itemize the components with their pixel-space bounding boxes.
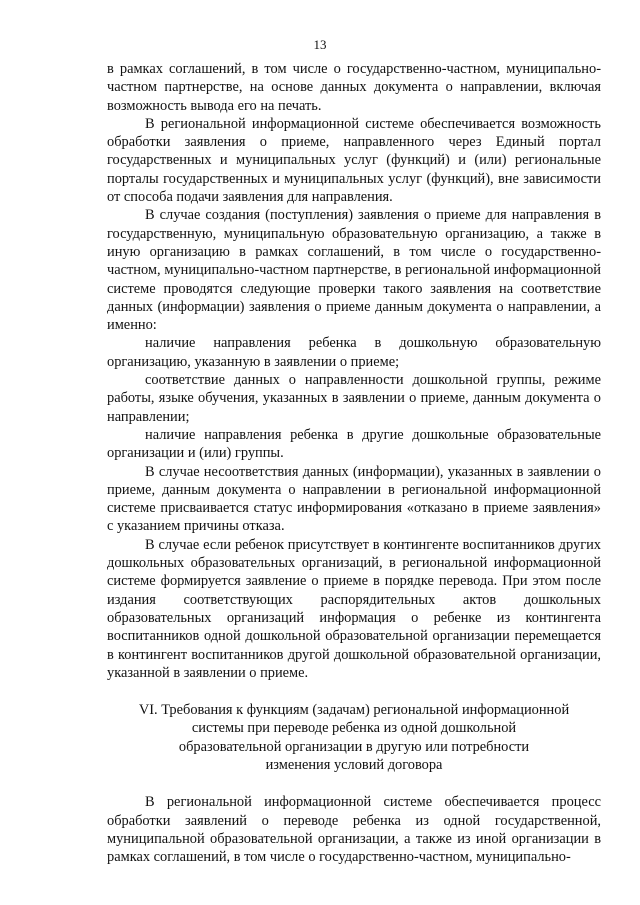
- paragraph-checks-intro: В случае создания (поступления) заявления о приеме для направления в государственную, муниципальную образовательную организацию, а также в иную организацию в рамках соглашений, в том числе о государственно-частном, муниципально-частном партнерстве, в региональной информационной системе проводятся следующие проверки такого заявления на соответствие данных (информации) заявления о приеме данным документа о направлении, а именно:: [107, 207, 601, 334]
- document-body: [107, 60, 601, 866]
- list-item-check-1: наличие направления ребенка в дошкольную образовательную организацию, указанную в заявлении о приеме;: [107, 335, 601, 370]
- list-item-check-2: соответствие данных о направленности дошкольной группы, режиме работы, языке обучения, указанных в заявлении о приеме, данным документа о направлении;: [107, 372, 601, 425]
- list-item-check-3: наличие направления ребенка в другие дошкольные образовательные организации и (или) группы.: [107, 426, 601, 462]
- page-number: 13: [313, 37, 327, 52]
- section-heading-line: изменения условий договора: [265, 756, 443, 773]
- paragraph-mismatch: В случае несоответствия данных (информации), указанных в заявлении о приеме, данным документа о направлении в региональной информационной системе присваивается статус информирования «отказано в приеме заявления» с указанием причины отказа.: [107, 463, 601, 535]
- section-heading-line: системы при переводе ребенка из одной дошкольной: [191, 720, 517, 737]
- section-heading-line: образовательной организации в другую или потребности: [178, 738, 530, 755]
- paragraph-transfer-processing: В региональной информационной системе обеспечивается процесс обработки заявлений о переводе ребенка из одной государственной, муниципальной образовательной организации, а также из иной организации в рамках соглашений, в том числе о государственно-частном, муниципально-: [107, 794, 601, 866]
- paragraph-portal-processing: В региональной информационной системе обеспечивается возможность обработки заявления о приеме, направленного через Единый портал государственных и муниципальных услуг (функций) и (или) региональные порталы государственных и муниципальных услуг (функций), вне зависимости от способа подачи заявления для направления.: [107, 115, 601, 206]
- paragraph-continuation: в рамках соглашений, в том числе о государственно-частном, муниципально-частном партнерстве, на основе данных документа о направлении, включая возможность вывода его на печать.: [107, 61, 601, 114]
- section-heading: [107, 701, 601, 774]
- section-heading-line: VI. Требования к функциям (задачам) региональной информационной: [138, 702, 570, 719]
- paragraph-transfer: В случае если ребенок присутствует в контингенте воспитанников других дошкольных образовательных организаций, в региональной информационной системе формируется заявление о приеме в порядке перевода. При этом после издания соответствующих распорядительных актов дошкольных образовательных организаций информация о ребенке из контингента воспитанников одной дошкольной образовательной организации перемещается в контингент воспитанников другой дошкольной образовательной организации, указанной в заявлении о приеме.: [107, 536, 601, 681]
